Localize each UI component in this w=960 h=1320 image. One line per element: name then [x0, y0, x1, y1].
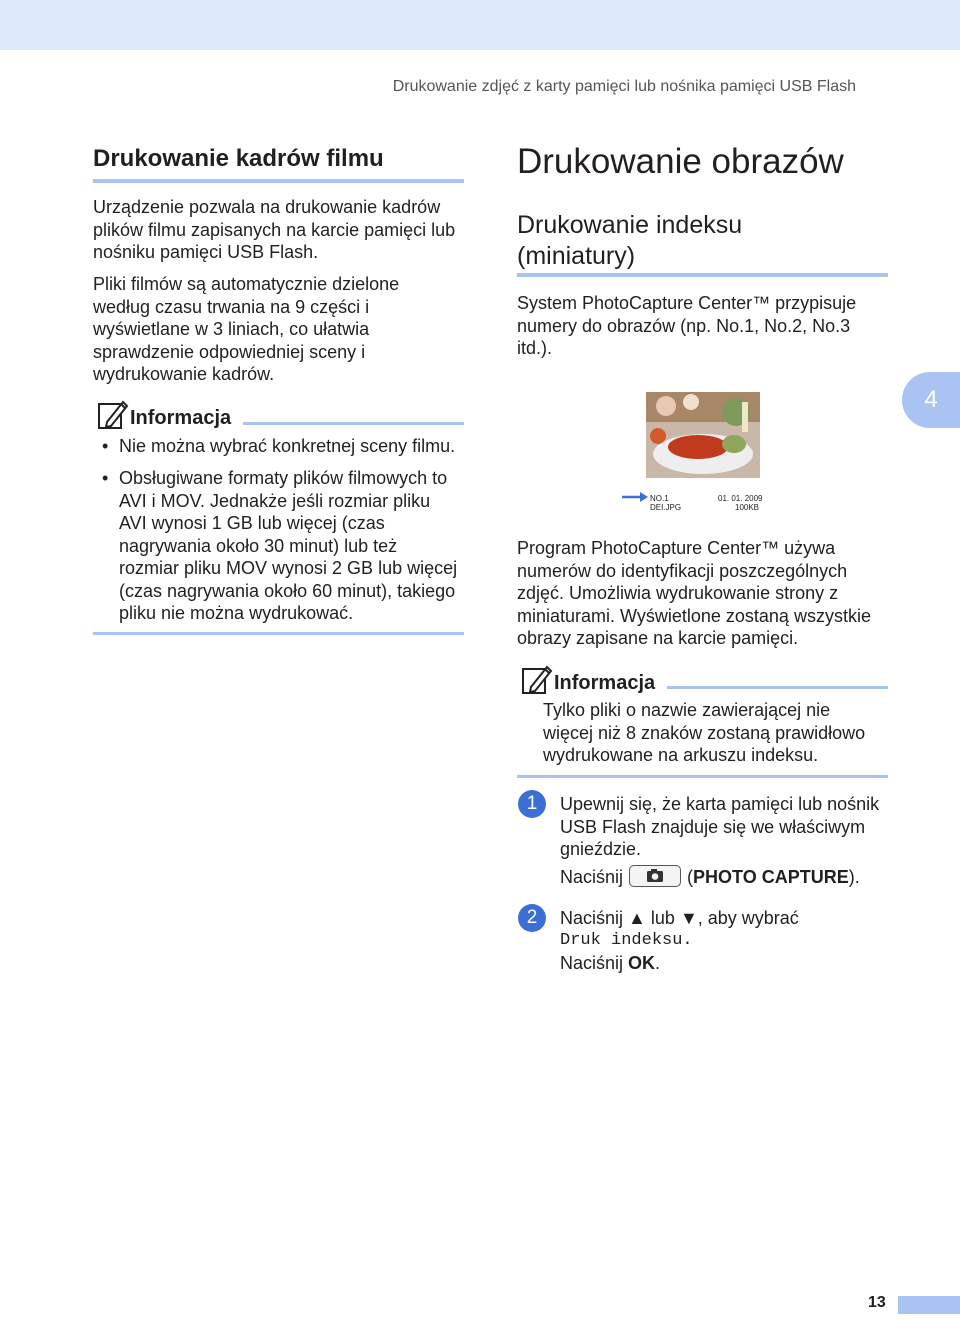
note-title-right: Informacja	[554, 672, 656, 694]
chapter-tab: 4	[902, 372, 960, 428]
note-rule-bottom-left	[93, 632, 464, 635]
step-1-badge: 1	[518, 790, 546, 818]
arrow-right-icon	[622, 492, 648, 502]
movie-paragraph-2: Pliki filmów są automatycznie dzielone według czasu trwania na 9 części i wyświetlane w 3 liniach, co ułatwia sprawdzenie odpowiedniej sceny i wydrukowanie kadrów.	[93, 274, 400, 384]
step-2-text: Naciśnij ▲ lub ▼, aby wybrać Druk indeksu. Naciśnij OK.	[560, 908, 799, 973]
subsection-title-index: Drukowanie indeksu (miniatury)	[517, 211, 743, 270]
note-rule-top-left	[243, 422, 464, 425]
note-text-right: Tylko pliki o nazwie zawierającej nie więcej niż 8 znaków zostaną prawidłowo wydrukowane na arkuszu indeksu.	[543, 700, 866, 765]
menu-option-index-print: Druk indeksu	[560, 930, 683, 950]
index-paragraph-1: System PhotoCapture Center™ przypisuje numery do obrazów (np. No.1, No.2, No.3 itd.).	[517, 293, 857, 358]
camera-icon	[630, 866, 680, 886]
page-footer-tab	[898, 1296, 960, 1314]
subtitle-rule	[517, 273, 888, 277]
running-header: Drukowanie zdjęć z karty pamięci lub nośnika pamięci USB Flash	[392, 78, 856, 95]
step-1-press-line: Naciśnij (PHOTO CAPTURE).	[560, 867, 860, 887]
down-arrow-icon: ▼	[679, 908, 698, 928]
thumbnail-photo	[646, 392, 760, 478]
top-band	[0, 0, 960, 50]
note-bullet-2: • Obsługiwane formaty plików filmowych to AVI i MOV. Jednakże jeśli rozmiar pliku AVI wynosi 1 GB lub więcej (czas nagrywania około 30 minut) lub też rozmiar pliku MOV wynosi 2 GB lub więcej (czas nagrywania około 60 minut), takiego pliku nie można wydrukować.	[119, 467, 479, 625]
ok-button-label: OK	[628, 953, 656, 973]
thumb-number: NO.1	[650, 494, 669, 503]
section-title-movie: Drukowanie kadrów filmu	[93, 145, 384, 172]
section-title-images: Drukowanie obrazów	[517, 142, 844, 181]
title-rule	[93, 179, 464, 183]
note-rule-top-right	[667, 686, 888, 689]
note-pencil-icon	[97, 398, 129, 430]
step-1-text: Upewnij się, że karta pamięci lub nośnik USB Flash znajduje się we właściwym gnieździe.	[560, 794, 880, 859]
step-2-badge: 2	[518, 904, 546, 932]
movie-paragraph-1: Urządzenie pozwala na drukowanie kadrów plików filmu zapisanych na karcie pamięci lub nośniku pamięci USB Flash.	[93, 197, 456, 262]
index-paragraph-2: Program PhotoCapture Center™ używa numerów do identyfikacji poszczególnych zdjęć. Umożliwia wydrukowanie strony z miniaturami. Wyświetlone zostaną wszystkie obrazy zapisane na karcie pamięci.	[517, 538, 871, 648]
note-pencil-icon	[521, 663, 553, 695]
note-rule-bottom-right	[517, 775, 888, 778]
page-number: 13	[868, 1294, 886, 1311]
thumb-date: 01. 01. 2009	[718, 494, 763, 503]
note-bullet-1: • Nie można wybrać konkretnej sceny filmu.	[119, 435, 479, 458]
photo-capture-button[interactable]	[629, 865, 681, 887]
up-arrow-icon: ▲	[628, 908, 646, 928]
thumb-size: 100KB	[735, 503, 760, 512]
thumb-filename: DEI.JPG	[650, 503, 682, 512]
note-title-left: Informacja	[130, 407, 232, 429]
